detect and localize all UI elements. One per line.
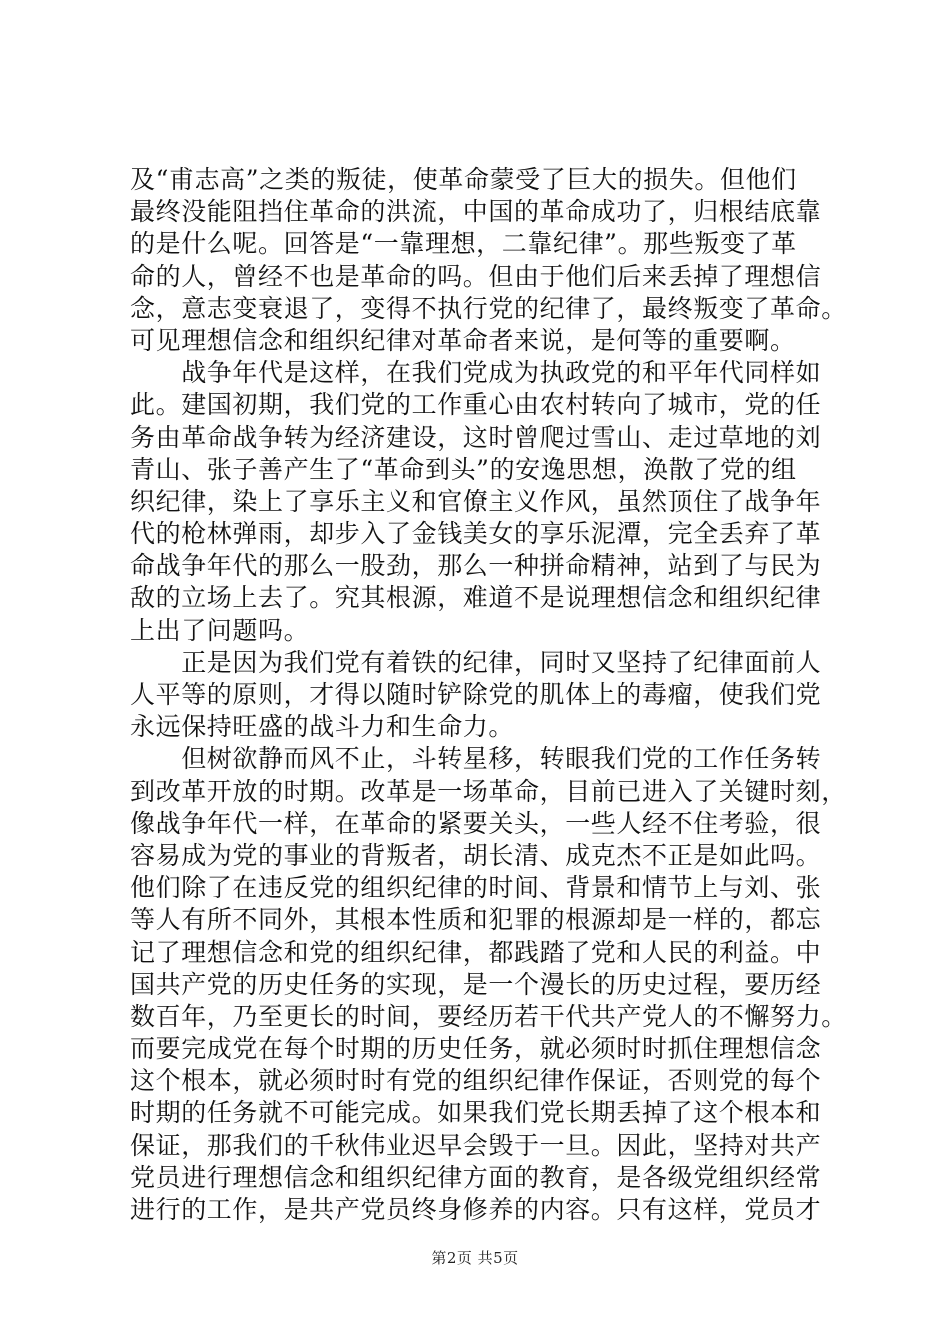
text-line: 上出了问题吗。: [130, 615, 310, 645]
text-line: 务由革命战争转为经济建设，这时曾爬过雪山、走过草地的刘: [130, 422, 822, 452]
text-line: 国共产党的历史任务的实现，是一个漫长的历史过程，要历经: [130, 969, 822, 999]
text-line: 数百年，乃至更长的时间，要经历若干代共产党人的不懈努力。: [130, 1001, 847, 1031]
text-line: 进行的工作，是共产党员终身修养的内容。只有这样，党员才: [130, 1195, 822, 1224]
text-line: 正是因为我们党有着铁的纪律，同时又坚持了纪律面前人: [130, 647, 822, 677]
text-line: 他们除了在违反党的组织纪律的时间、背景和情节上与刘、张: [130, 873, 822, 903]
text-line: 的是什么呢。回答是“一靠理想，二靠纪律”。那些叛变了革: [130, 229, 797, 259]
text-line: 到改革开放的时期。改革是一场革命，目前已进入了关键时刻，: [130, 776, 847, 806]
text-line: 时期的任务就不可能完成。如果我们党长期丢掉了这个根本和: [130, 1098, 822, 1128]
text-line: 像战争年代一样，在革命的紧要关头，一些人经不住考验，很: [130, 808, 822, 838]
text-line: 永远保持旺盛的战斗力和生命力。: [130, 712, 515, 742]
text-line: 这个根本，就必须时时有党的组织纪律作保证，否则党的每个: [130, 1066, 822, 1096]
text-line: 敌的立场上去了。究其根源，难道不是说理想信念和组织纪律: [130, 583, 822, 613]
text-line: 战争年代是这样，在我们党成为执政党的和平年代同样如: [130, 358, 822, 388]
text-line: 织纪律，染上了享乐主义和官僚主义作风，虽然顶住了战争年: [130, 486, 822, 516]
text-line: 命战争年代的那么一股劲，那么一种拼命精神，站到了与民为: [130, 551, 822, 581]
text-line: 及“甫志高”之类的叛徒，使革命蒙受了巨大的损失。但他们: [130, 165, 797, 194]
text-line: 保证，那我们的千秋伟业迟早会毁于一旦。因此，坚持对共产: [130, 1130, 822, 1160]
text-line: 等人有所不同外，其根本性质和犯罪的根源却是一样的，都忘: [130, 905, 822, 935]
text-line: 此。建国初期，我们党的工作重心由农村转向了城市，党的任: [130, 390, 822, 420]
text-line: 最终没能阻挡住革命的洪流，中国的革命成功了，归根结底靠: [130, 197, 822, 227]
text-line: 青山、张子善产生了“革命到头”的安逸思想，涣散了党的组: [130, 454, 797, 484]
text-line: 但树欲静而风不止，斗转星移，转眼我们党的工作任务转: [130, 744, 822, 774]
text-line: 容易成为党的事业的背叛者，胡长清、成克杰不正是如此吗。: [130, 840, 822, 870]
text-line: 而要完成党在每个时期的历史任务，就必须时时抓住理想信念: [130, 1034, 822, 1064]
text-line: 念，意志变衰退了，变得不执行党的纪律了，最终叛变了革命。: [130, 293, 847, 323]
text-line: 代的枪林弹雨，却步入了金钱美女的享乐泥潭，完全丢弃了革: [130, 519, 822, 549]
text-line: 人平等的原则，才得以随时铲除党的肌体上的毒瘤，使我们党: [130, 680, 822, 709]
text-line: 党员进行理想信念和组织纪律方面的教育，是各级党组织经常: [130, 1162, 822, 1192]
page-number-label: 第2页 共5页: [431, 1249, 519, 1267]
document-body: [130, 164, 855, 1226]
page-footer: [0, 1247, 950, 1268]
text-line: 记了理想信念和党的组织纪律，都践踏了党和人民的利益。中: [130, 937, 822, 967]
text-line: 命的人，曾经不也是革命的吗。但由于他们后来丢掉了理想信: [130, 261, 822, 291]
text-line: 可见理想信念和组织纪律对革命者来说，是何等的重要啊。: [130, 325, 796, 355]
